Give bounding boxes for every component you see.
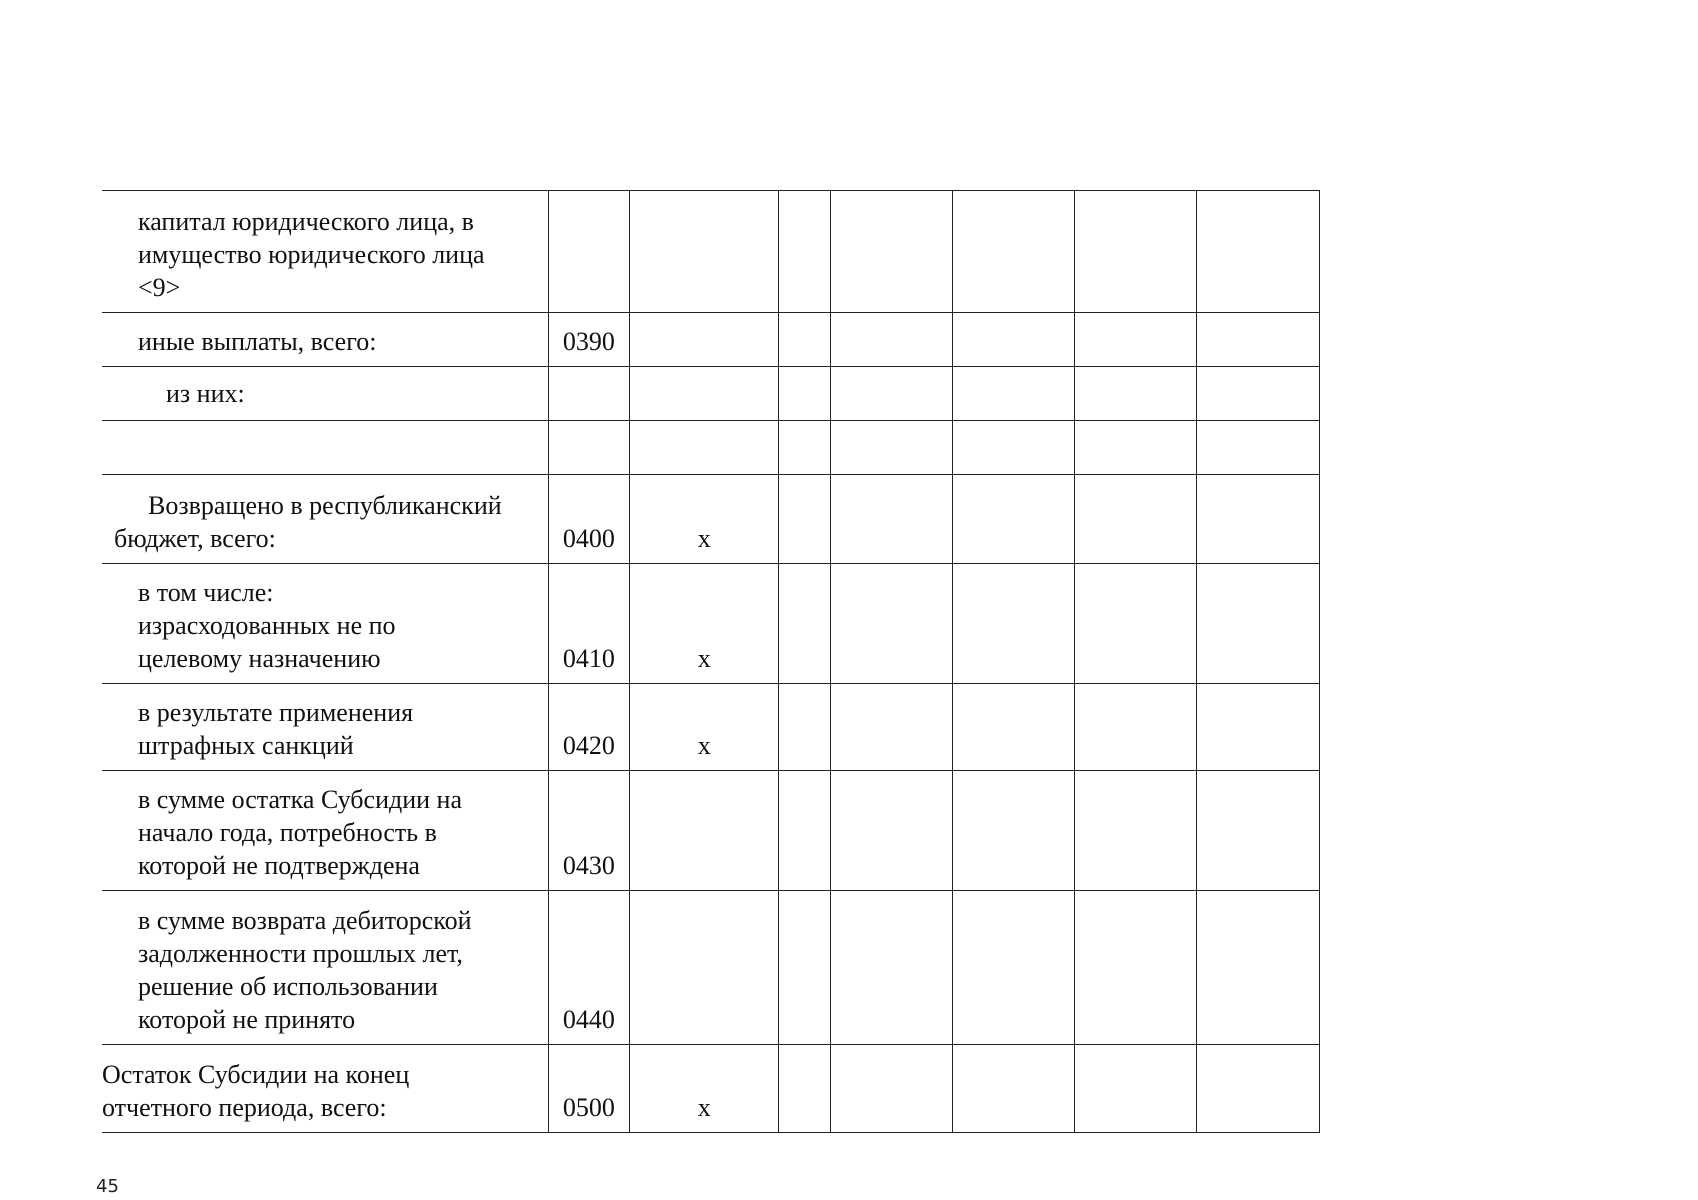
table-row bbox=[102, 191, 1320, 313]
table-row bbox=[102, 684, 1320, 771]
label-line: имущество юридического лица bbox=[138, 240, 485, 269]
table-row bbox=[102, 367, 1320, 421]
row-label bbox=[102, 684, 548, 771]
empty-cell bbox=[830, 367, 953, 421]
row-label bbox=[102, 367, 548, 421]
empty-cell bbox=[830, 191, 953, 313]
empty-cell bbox=[953, 1045, 1075, 1133]
row-label bbox=[102, 191, 548, 313]
row-col3 bbox=[630, 891, 779, 1045]
row-label bbox=[102, 891, 548, 1045]
empty-cell bbox=[779, 564, 830, 684]
row-code: 0420 bbox=[548, 684, 630, 771]
empty-cell bbox=[830, 475, 953, 564]
empty-cell bbox=[830, 1045, 953, 1133]
empty-cell bbox=[830, 313, 953, 367]
empty-cell bbox=[1075, 367, 1197, 421]
label-line: иные выплаты, всего: bbox=[138, 327, 377, 356]
table-row bbox=[102, 564, 1320, 684]
empty-cell bbox=[1197, 367, 1320, 421]
empty-cell bbox=[953, 684, 1075, 771]
row-code: 0500 bbox=[548, 1045, 630, 1133]
row-code: 0440 bbox=[548, 891, 630, 1045]
row-col3: x bbox=[630, 564, 779, 684]
empty-cell bbox=[830, 891, 953, 1045]
row-label bbox=[102, 313, 548, 367]
empty-cell bbox=[1197, 891, 1320, 1045]
row-col3 bbox=[630, 191, 779, 313]
table-row bbox=[102, 891, 1320, 1045]
label-line: <9> bbox=[138, 273, 181, 302]
label-line: в сумме возврата дебиторской bbox=[138, 906, 472, 935]
empty-cell bbox=[830, 684, 953, 771]
page-number: 45 bbox=[96, 1176, 119, 1197]
table-row bbox=[102, 1045, 1320, 1133]
table-row bbox=[102, 313, 1320, 367]
label-line: бюджет, всего: bbox=[114, 524, 276, 553]
label-line: начало года, потребность в bbox=[138, 818, 437, 847]
row-label bbox=[102, 475, 548, 564]
empty-cell bbox=[1197, 684, 1320, 771]
empty-cell bbox=[1075, 475, 1197, 564]
empty-cell bbox=[1197, 475, 1320, 564]
row-code bbox=[548, 421, 630, 475]
row-code: 0410 bbox=[548, 564, 630, 684]
empty-cell bbox=[1075, 1045, 1197, 1133]
empty-cell bbox=[779, 421, 830, 475]
label-line: решение об использовании bbox=[138, 972, 438, 1001]
label-line: Возвращено в республиканский bbox=[148, 491, 502, 520]
row-label bbox=[102, 421, 548, 475]
label-line: штрафных санкций bbox=[138, 731, 354, 760]
empty-cell bbox=[779, 191, 830, 313]
label-line: Остаток Субсидии на конец bbox=[102, 1060, 410, 1089]
empty-cell bbox=[1075, 684, 1197, 771]
empty-cell bbox=[779, 313, 830, 367]
empty-cell bbox=[953, 564, 1075, 684]
row-label bbox=[102, 771, 548, 891]
empty-cell bbox=[1075, 564, 1197, 684]
row-col3 bbox=[630, 771, 779, 891]
row-col3: x bbox=[630, 684, 779, 771]
empty-cell bbox=[1197, 1045, 1320, 1133]
empty-cell bbox=[779, 475, 830, 564]
row-col3: x bbox=[630, 1045, 779, 1133]
empty-cell bbox=[953, 891, 1075, 1045]
empty-cell bbox=[953, 421, 1075, 475]
empty-cell bbox=[1197, 564, 1320, 684]
row-code: 0400 bbox=[548, 475, 630, 564]
label-line: в сумме остатка Субсидии на bbox=[138, 785, 462, 814]
row-col3: x bbox=[630, 475, 779, 564]
report-table bbox=[102, 190, 1320, 1133]
empty-cell bbox=[1075, 421, 1197, 475]
table-row bbox=[102, 771, 1320, 891]
row-col3 bbox=[630, 421, 779, 475]
empty-cell bbox=[779, 684, 830, 771]
row-label bbox=[102, 1045, 548, 1133]
empty-cell bbox=[830, 771, 953, 891]
empty-cell bbox=[1197, 313, 1320, 367]
row-code bbox=[548, 367, 630, 421]
label-line: которой не подтверждена bbox=[138, 851, 420, 880]
table-row bbox=[102, 475, 1320, 564]
label-line: задолженности прошлых лет, bbox=[138, 939, 463, 968]
table-row bbox=[102, 421, 1320, 475]
row-code bbox=[548, 191, 630, 313]
empty-cell bbox=[953, 367, 1075, 421]
empty-cell bbox=[779, 891, 830, 1045]
label-line: в результате применения bbox=[138, 698, 414, 727]
empty-cell bbox=[953, 771, 1075, 891]
row-col3 bbox=[630, 367, 779, 421]
row-code: 0430 bbox=[548, 771, 630, 891]
empty-cell bbox=[1197, 421, 1320, 475]
empty-cell bbox=[779, 771, 830, 891]
label-line: капитал юридического лица, в bbox=[138, 207, 474, 236]
row-code: 0390 bbox=[548, 313, 630, 367]
row-col3 bbox=[630, 313, 779, 367]
empty-cell bbox=[1075, 891, 1197, 1045]
empty-cell bbox=[953, 475, 1075, 564]
row-label bbox=[102, 564, 548, 684]
empty-cell bbox=[830, 564, 953, 684]
empty-cell bbox=[1197, 191, 1320, 313]
empty-cell bbox=[830, 421, 953, 475]
empty-cell bbox=[779, 367, 830, 421]
empty-cell bbox=[953, 191, 1075, 313]
empty-cell bbox=[1075, 313, 1197, 367]
empty-cell bbox=[953, 313, 1075, 367]
label-line: которой не принято bbox=[138, 1005, 356, 1034]
label-line: отчетного периода, всего: bbox=[102, 1093, 387, 1122]
empty-cell bbox=[1075, 191, 1197, 313]
label-line: израсходованных не по bbox=[138, 611, 396, 640]
empty-cell bbox=[1075, 771, 1197, 891]
empty-cell bbox=[779, 1045, 830, 1133]
label-line: из них: bbox=[166, 379, 245, 408]
label-line: в том числе: bbox=[138, 578, 274, 607]
empty-cell bbox=[1197, 771, 1320, 891]
label-line: целевому назначению bbox=[138, 644, 381, 673]
